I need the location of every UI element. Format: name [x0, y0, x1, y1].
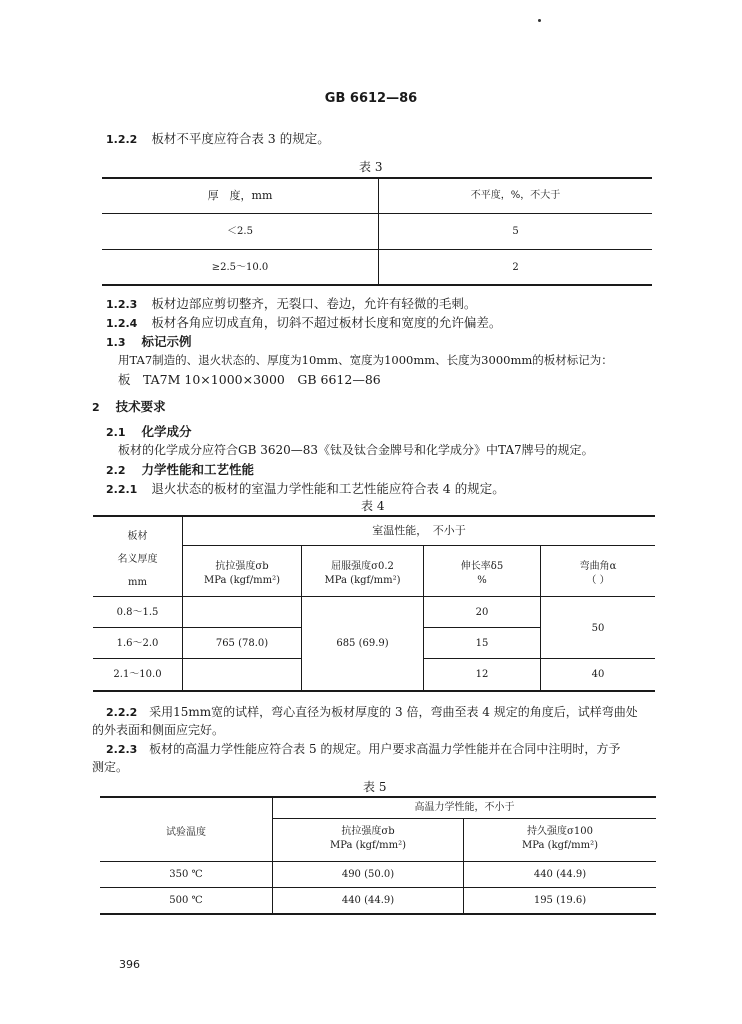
- table-4-header-plate: 板材: [127, 531, 148, 542]
- clause-1-2-3: [106, 296, 476, 312]
- table-cell: 2.1～10.0: [113, 669, 162, 680]
- table-cell: 490 (50.0): [341, 869, 395, 880]
- clause-number: 2.2.2: [106, 706, 138, 719]
- clause-text: 退火状态的板材的室温力学性能和工艺性能应符合表 4 的规定。: [151, 481, 505, 496]
- table-4-header-yield-unit: MPa (kgf/mm²): [324, 575, 401, 586]
- table-4-header-unit: mm: [128, 577, 147, 588]
- section-number: 2: [92, 401, 100, 414]
- clause-number: 1.3: [106, 336, 126, 349]
- clause-2-2-2-continuation: 的外表面和侧面应完好。: [92, 723, 225, 737]
- clause-1-2-2: [106, 131, 330, 147]
- table-5-group-header: 高温力学性能，不小于: [414, 802, 515, 813]
- clause-number: 2.2.3: [106, 743, 138, 756]
- clause-number: 2.2.1: [106, 483, 138, 496]
- table-cell: 12: [475, 669, 489, 680]
- table-cell: ≥2.5～10.0: [211, 262, 269, 273]
- table-cell: 50: [591, 623, 605, 634]
- table-cell: 1.6～2.0: [116, 638, 159, 649]
- table-4-header-tensile-unit: MPa (kgf/mm²): [204, 575, 280, 586]
- clause-title: 标记示例: [141, 334, 192, 349]
- clause-1-3: [106, 334, 192, 350]
- table-5-header-stress-rupture-unit: MPa (kgf/mm²): [522, 840, 598, 851]
- table-cell: 5: [512, 226, 519, 237]
- clause-text: 采用15mm宽的试样，弯心直径为板材厚度的 3 倍，弯曲至表 4 规定的角度后，试样弯曲处: [149, 705, 638, 719]
- table-cell: 350 ℃: [169, 869, 203, 880]
- clause-number: 2.1: [106, 426, 126, 439]
- page-header: GB 6612—86: [324, 91, 418, 106]
- table-4-header-tensile: 抗拉强度σb: [215, 561, 269, 572]
- table-cell: 765 (78.0): [215, 638, 269, 649]
- clause-text: 板材的高温力学性能应符合表 5 的规定。用户要求高温力学性能并在合同中注明时，方予: [149, 742, 621, 756]
- table-5-header-tensile: 抗拉强度σb: [341, 826, 395, 837]
- scan-speck: [538, 19, 541, 22]
- table-5-header-tensile-unit: MPa (kgf/mm²): [330, 840, 406, 851]
- table-4-header-elongation-unit: %: [477, 575, 487, 586]
- table-cell: 440 (44.9): [341, 895, 395, 906]
- marking-example-text: 用TA7制造的、退火状态的、厚度为10mm、宽度为1000mm、长度为3000mm的板材标记为：: [118, 353, 613, 367]
- marking-example-code: 板 TA7M 10×1000×3000 GB 6612—86: [118, 372, 381, 387]
- table-cell: 500 ℃: [169, 895, 203, 906]
- clause-title: 力学性能和工艺性能: [141, 462, 254, 477]
- clause-2-2: [106, 462, 254, 478]
- table-4-group-header: 室温性能， 不小于: [372, 524, 466, 537]
- clause-2-2-1: [106, 481, 505, 497]
- clause-number: 1.2.3: [106, 298, 138, 311]
- clause-number: 1.2.2: [106, 133, 138, 146]
- clause-text: 板材不平度应符合表 3 的规定。: [151, 131, 330, 146]
- clause-text: 板材边部应剪切整齐，无裂口、卷边，允许有轻微的毛刺。: [151, 296, 477, 311]
- table-3-caption: 表 3: [359, 160, 383, 174]
- table-cell: 685 (69.9): [336, 638, 389, 649]
- section-title: 技术要求: [115, 399, 166, 414]
- table-3-header-flatness: 不平度，%，不大于: [470, 190, 561, 201]
- table-cell: 195 (19.6): [533, 895, 587, 906]
- table-4-caption: 表 4: [361, 499, 385, 513]
- clause-2-2-3: [106, 742, 620, 757]
- table-cell: 2: [512, 262, 519, 273]
- chemical-composition-text: 板材的化学成分应符合GB 3620—83《钛及钛合金牌号和化学成分》中TA7牌号的规定。: [118, 443, 594, 457]
- table-5-header-stress-rupture: 持久强度σ100: [527, 826, 593, 837]
- page-number: 396: [119, 958, 140, 971]
- table-cell: 20: [475, 607, 489, 618]
- table-cell: ＜2.5: [227, 226, 253, 237]
- clause-2-2-3-continuation: 测定。: [92, 760, 129, 774]
- clause-1-2-4: [106, 315, 501, 331]
- table-cell: 0.8～1.5: [116, 607, 159, 618]
- clause-number: 1.2.4: [106, 317, 138, 330]
- table-4-header-bend: 弯曲角α: [579, 561, 617, 572]
- table-4-header-yield: 屈服强度σ0.2: [331, 561, 394, 572]
- clause-text: 板材各角应切成直角，切斜不超过板材长度和宽度的允许偏差。: [151, 315, 502, 330]
- table-4-header-bend-unit: （ ）: [586, 575, 610, 586]
- clause-2-2-2: [106, 705, 638, 720]
- clause-title: 化学成分: [141, 424, 192, 439]
- table-5-header-temperature: 试验温度: [166, 827, 206, 838]
- table-4-header-elongation: 伸长率δ5: [460, 561, 504, 572]
- table-5-caption: 表 5: [363, 780, 387, 794]
- clause-2-1: [106, 424, 192, 440]
- table-cell: 40: [591, 669, 605, 680]
- table-3-header-thickness: 厚 度，mm: [207, 189, 273, 202]
- section-2: [92, 399, 166, 415]
- table-cell: 15: [475, 638, 489, 649]
- table-cell: 440 (44.9): [533, 869, 587, 880]
- clause-number: 2.2: [106, 464, 126, 477]
- table-4-header-nominal: 名义厚度: [117, 554, 158, 565]
